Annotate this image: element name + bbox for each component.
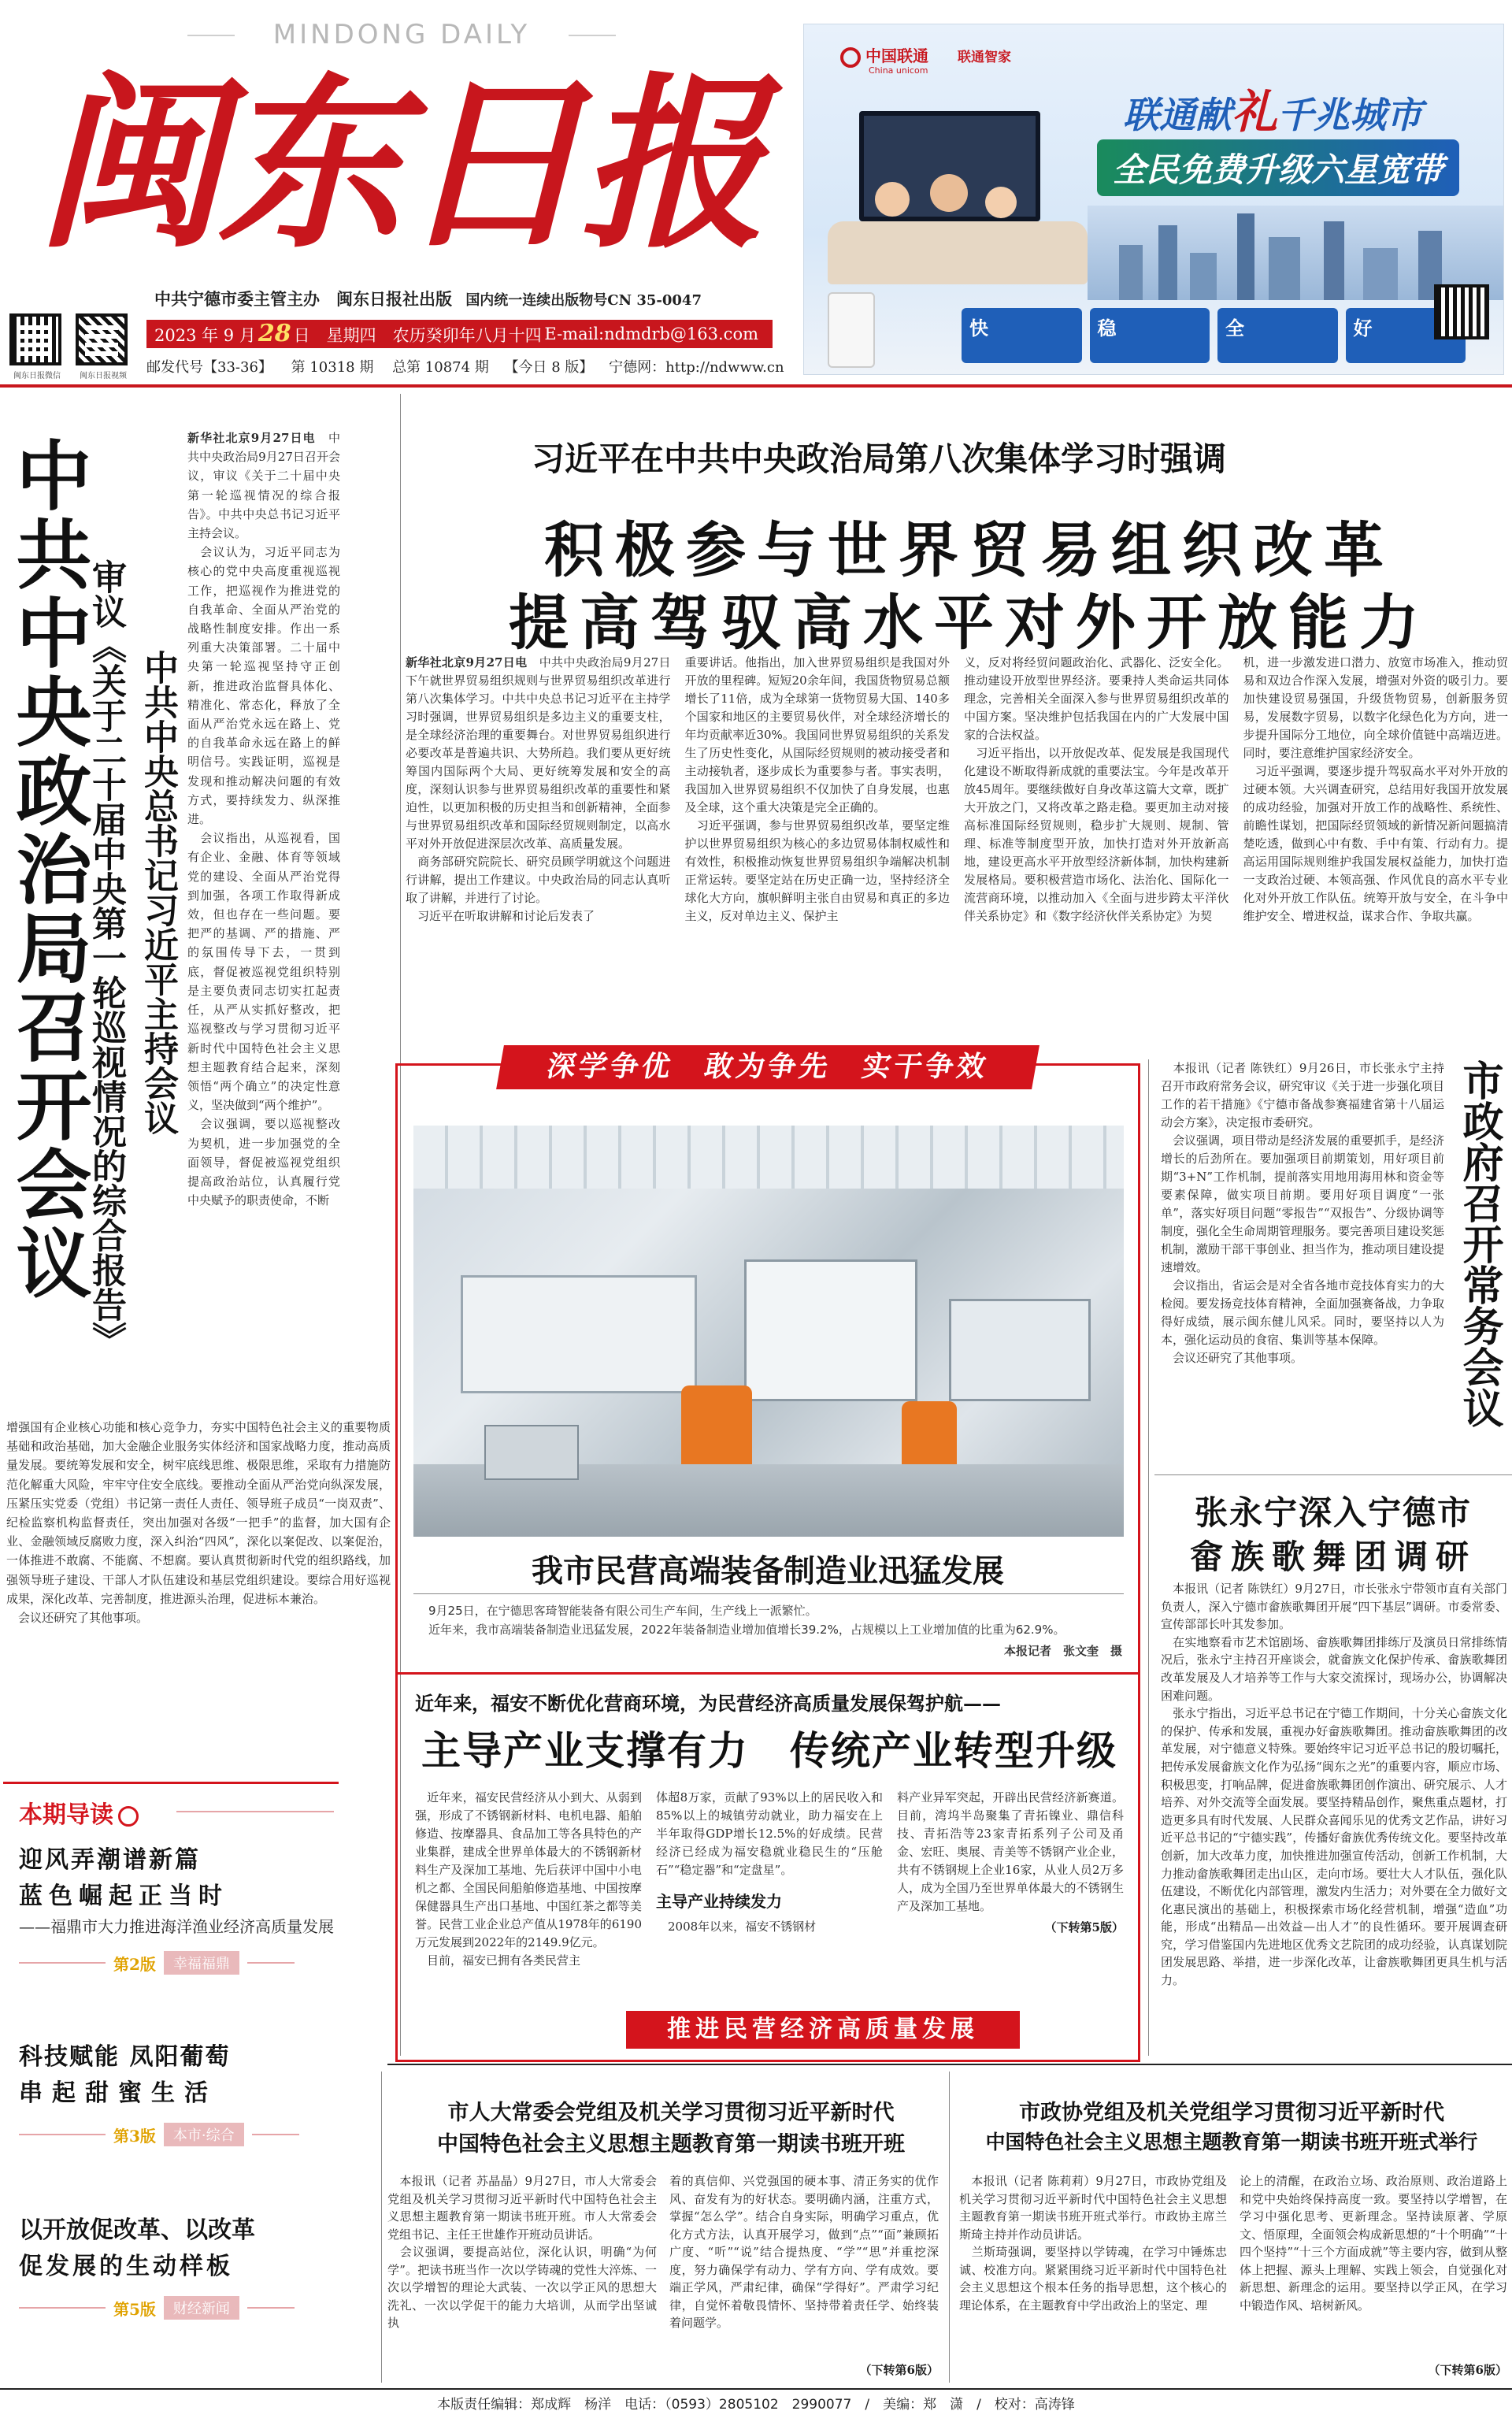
ad-brand-en: China unicom — [869, 65, 928, 76]
industry-kicker: 近年来，福安不断优化营商环境，为民营经济高质量发展保驾护航—— — [415, 1692, 1001, 1715]
masthead-english-rule-right — [569, 35, 616, 36]
guide-item-3[interactable] — [19, 2213, 334, 2354]
industry-divider — [398, 1672, 1138, 1675]
right-story-2-headline-2: 畲族歌舞团调研 — [1189, 1537, 1477, 1576]
left-story-subhead-2: 中共中央总书记习近平主持会议 — [138, 650, 178, 1135]
ad-offer-4: 好 — [1346, 308, 1466, 363]
guide-item-3-page: 第5版 — [113, 2299, 156, 2319]
masthead-date-rest: 日 星期四 农历癸卯年八月十四 — [293, 326, 542, 345]
guide-item-2-tag — [19, 2123, 334, 2146]
bottom-left-col-2-wrap — [669, 2172, 939, 2385]
page-count: 【今日 8 版】 — [504, 359, 594, 376]
ad-sub-brand: 联通智家 — [957, 50, 1011, 65]
photo-feature-box — [395, 1051, 1140, 2062]
main-story-dateline: 新华社北京9月27日电 — [406, 655, 528, 670]
bottom-right-headline-2: 中国特色社会主义思想主题教育第一期读书班开班式举行 — [985, 2131, 1478, 2153]
bottom-right-col-2: 论上的清醒，在政治立场、政治原则、政治道路上和党中央始终保持高度一致。要坚持以学增智，在学习中强化思考、更新理念。坚持读原著、学原文、悟原理，全面领会构成新思想的“十个明确”“十四个坚持”“十三个方面成就”等主要内容，做到从整体上把握、源头上理解、实践上领会，自觉强化对新思想、新理念的运用。要坚持以学正风，在学习中锻造作风、培树新风。 — [1240, 2174, 1507, 2313]
bottom-left-headline-1: 市人大常委会党组及机关学习贯彻习近平新时代 — [447, 2101, 895, 2125]
right-story-1-body: 本报讯（记者 陈铁红）9月26日，市长张永宁主持召开市政府常务会议，研究审议《关于进一步强化项目工作的若干措施》《宁德市备战参赛福建省第十八届运动会方案》，决定报市委研究。 会议强调，项目带动是经济发展的重要抓手，是经济增长的后劲所在。要加强项目前期策划，用好项目前期“3+N”工作机制，提前落实用地用海用林和资金等要素保障，做实项目前期。要用好项目调度“一张单”，落实好项目问题“零报告”“双报告”、分级协调等制度，强化全生命周期管理服务。要完善项目建设奖惩机制，激励干部干事创业、担当作为，推动项目建设提速增效。 会议指出，省运会是对全省各地市竞技体育实力的大检阅。要发扬竞技体育精神，全面加强赛备战，力争取得好成绩，展示闽东健儿风采。同时，要坚持以人为本，强化运动员的食宿、集训等基本保障。 会议还研究了其他事项。 — [1161, 1061, 1444, 1365]
main-story-col-4: 机，进一步激发进口潜力、放宽市场准入，推动贸易和双边合作深入发展，增强对外资的吸引力。要加快建设贸易强国，升级货物贸易，创新服务贸易，发展数字贸易，以数字化绿色化为方向，进一步提升国际分工地位，向全球价值链中高端迈进。同时，要注意维护国家经济安全。 习近平强调，要逐步提升驾驭高水平对外开放的过硬本领。大兴调查研究，总结用好我国开放发展的成功经验，加强对开放工作的战略性、系统性、前瞻性谋划，把国际经贸领域的新情况新问题搞清楚吃透，做到心中有数、手中有策、行动有力。提高运用国际规则维护我国发展权益能力，加快打造一支政治过硬、本领高强、作风优良的高水平专业化对外开放工作队伍。统筹开放与安全，在斗争中维护安全、增进权益，谋求合作、争取共赢。 — [1243, 655, 1508, 923]
guide-tag-rule-4 — [252, 2134, 299, 2135]
ad-headline-accent: 礼 — [1232, 85, 1278, 139]
ad-offer-1: 快 — [962, 308, 1082, 363]
masthead-cn-number: 国内统一连续出版物号CN 35-0047 — [465, 292, 702, 309]
qr-label-wechat: 闽东日报微信 — [13, 372, 61, 380]
guide-item-1-line-1: 迎风弄潮谱新篇 — [19, 1846, 201, 1874]
main-story-kicker: 习近平在中共中央政治局第八次集体学习时强调 — [532, 440, 1227, 478]
guide-tag-rule-2 — [247, 1962, 295, 1964]
left-story-body-1: 中共中央政治局9月27日召开会议，审议《关于二十届中央第一轮巡视情况的综合报告》。中共中央总书记习近平主持会议。 会议认为，习近平同志为核心的党中央高度重视巡视工作，把巡视作为推进党的自我革命、全面从严治党的战略性制度安排。作出一系列重大决策部署。二十届中央第一轮巡视坚持守正创新，推进政治监督具体化、精准化、常态化，释放了全面从严治党永远在路上、党的自我革命永远在路上的鲜明信号。实践证明，巡视是发现和推动解决问题的有效方式，要持续发力、纵深推进。 会议指出，从巡视看，国有企业、金融、体育等领域党的建设、全面从严治党得到加强，各项工作取得新成效，但也存在一些问题。要把严的基调、严的措施、严的氛围传导下去，一贯到底，督促被巡视党组织特别是主要负责同志切实扛起责任，从严从实抓好整改，把巡视整改与学习贯彻习近平新时代中国特色社会主义思想主题教育结合起来，深刻领悟“两个确立”的决定性意义，坚决做到“两个维护”。 会议强调，要以巡视整改为契机，进一步加强党的全面领导，督促被巡视党组织提高政治站位，认真履行党中央赋予的职责使命，不断 — [187, 431, 340, 1208]
ad-offer-3: 全 — [1217, 308, 1338, 363]
photo-feature-headline: 我市民营高端装备制造业迅猛发展 — [532, 1552, 1004, 1589]
masthead-english-rule-left — [187, 35, 235, 36]
guide-item-2-page: 第3版 — [113, 2126, 156, 2146]
ad-family-photo — [828, 87, 1088, 284]
bottom-right-columns — [959, 2172, 1507, 2385]
ad-brand — [840, 43, 1011, 68]
unicom-ad[interactable] — [803, 24, 1504, 375]
bottom-left-story — [387, 2064, 939, 2387]
qr-code-wechat[interactable] — [9, 313, 61, 365]
total-number: 总第 10874 期 — [392, 359, 489, 376]
bottom-left-headline-2: 中国特色社会主义思想主题教育第一期读书班开班 — [437, 2132, 905, 2157]
bottom-right-story — [956, 2064, 1512, 2387]
industry-col-3-text: 料产业异军突起，开辟出民营经济新赛道。目前，湾坞半岛聚集了青拓镍业、鼎信科技、青拓浩等23家青拓系列子公司及甬金、宏旺、奥展、青美等不锈钢产业企业，共有不锈钢规上企业16家，从业人员2万多人，成为全国乃至世界单体最大的不锈钢生产及深加工基地。 — [897, 1790, 1124, 1913]
main-story-col-2: 重要讲话。他指出，加入世界贸易组织是我国对外开放的里程碑。短短20余年间，我国货物贸易总额增长了11倍，成为全球第一货物贸易大国、140多个国家和地区的主要贸易伙伴，对全球经济增长的年均贡献率近30%。我国同世界贸易组织的关系发生了历史性变化，从国际经贸规则的被动接受者和主动接轨者，逐步成长为重要参与者。事实表明，我国加入世界贸易组织不仅加快了自身发展，也惠及全球，这个重大决策是完全正确的。 习近平强调，参与世界贸易组织改革，要坚定维护以世界贸易组织为核心的多边贸易体制权威性和有效性，积极推动恢复世界贸易组织争端解决机制正常运转。要坚定站在历史正确一边，坚持经济全球化大方向，旗帜鲜明主张自由贸易和真正的多边主义，反对单边主义、保护主 — [684, 655, 950, 923]
right-story-2-rule — [1154, 1474, 1512, 1475]
main-story-col-3: 义，反对将经贸问题政治化、武器化、泛安全化。推动建设开放型世界经济。要秉持人类命运共同体理念，完善相关全面深入参与世界贸易组织改革的中国方案。坚决维护包括我国在内的广大发展中国家的合法权益。 习近平指出，以开放促改革、促发展是我国现代化建设不断取得新成就的重要法宝。今年是改革开放45周年。要继续做好自身改革这篇大文章，既扩大开放之门，又将改革之路走稳。要更加主动对接高标准国际经贸规则，稳步扩大规则、规制、管理、标准等制度型开放，加快打造对外开放新高地，建设更高水平开放型经济新体制，加快构建新发展格局。要积极营造市场化、法治化、国际化一流营商环境，以推动加入《全面与进步跨太平洋伙伴关系协定》和《数字经济伙伴关系协定》为契 — [964, 655, 1229, 923]
ad-headline-2: 千兆城市 — [1277, 94, 1423, 136]
guide-item-3-section: 财经新闻 — [164, 2296, 239, 2320]
ad-headline-1: 联通献 — [1123, 94, 1232, 136]
guide-item-2-line-1: 科技赋能 凤阳葡萄 — [19, 2043, 231, 2071]
guide-item-1[interactable] — [19, 1842, 334, 2000]
main-story-col-1 — [406, 654, 671, 1048]
column-divider-bottom-mid — [949, 2072, 950, 2383]
masthead-rule — [0, 384, 1512, 388]
industry-col-2-b: 2008年以来，福安不锈钢材 — [656, 1920, 817, 1934]
postal-code: 邮发代号【33-36】 — [146, 359, 272, 376]
footer-editors: 本版责任编辑：郑成辉 杨洋 电话：（0593）2805102 2990077 / 美编：郑 潇 / 校对：高涛锋 — [437, 2397, 1075, 2411]
industry-col-3 — [897, 1789, 1124, 2005]
guide-item-1-sub: ——福鼎市大力推进海洋渔业经济高质量发展 — [19, 1917, 334, 1936]
ad-offer-row — [962, 308, 1466, 363]
left-story — [0, 394, 394, 1753]
main-story-col-1-text: 中共中央政治局9月27日下午就世界贸易组织规则与世界贸易组织改革进行第八次集体学习。中共中央总书记习近平在主持学习时强调，世界贸易组织是多边主义的重要支柱，是全球经济治理的重要舞台。对世界贸易组织进行必要改革是普遍共识、大势所趋。我们要从更好统筹国内国际两个大局、更好统筹发展和安全的高度，深刻认识参与世界贸易组织改革的重要性和紧迫性，以更加积极的历史担当和创新精神，全面参与世界贸易组织改革和国际经贸规则制定，以高水平对外开放促进深层次改革、高质量发展。 商务部研究院院长、研究员顾学明就这个问题进行讲解，提出工作建议。中央政治局的同志认真听取了讲解，并进行了讨论。 习近平在听取讲解和讨论后发表了 — [406, 655, 671, 923]
left-story-headline: 中共中央政治局召开会议 — [4, 436, 92, 1303]
guide-tag-rule — [19, 1962, 106, 1964]
industry-columns — [415, 1789, 1124, 2005]
masthead-date: 2023 年 9 月 — [154, 326, 256, 345]
ad-offer-2: 稳 — [1090, 308, 1210, 363]
masthead-date-day: 28 — [258, 320, 291, 347]
industry-col-2 — [656, 1789, 883, 2005]
guide-tag-rule-3 — [19, 2134, 106, 2135]
ad-subhead: 全民免费升级六星宽带 — [1097, 139, 1459, 196]
left-story-body-wide: 增强国有企业核心功能和核心竞争力，夯实中国特色社会主义的重要物质基础和政治基础，加大金融企业服务实体经济和国家战略力度，推动高质量发展。要统筹发展和安全，树牢底线思维、极限思维，采取有力措施防范化解重大风险，牢牢守住安全底线。要推动全面从严治党向纵深发展，压紧压实党委（党组）书记第一责任人责任、领导班子成员“一岗双责”、纪检监察机构监督责任，突出加强对各级“一把手”的监督，加大国有企业、金融领域反腐败力度，深入纠治“四风”，深化以案促改、以案促治，一体推进不敢腐、不能腐、不想腐。要认真贯彻新时代党的组织路线，加强领导班子建设、干部人才队伍建设和基层党组织建设。要综合用好巡视成果，深化改革、完善制度，推进源头治理，促进标本兼治。 会议还研究了其他事项。 — [6, 1420, 391, 1626]
industry-col-1: 近年来，福安民营经济从小到大、从弱到强，形成了不锈钢新材料、电机电器、船舶修造、按摩器具、食品加工等各具特色的产业集群，建成全世界单体最大的不锈钢新材料生产及深加工基地、先后获评中国中小电机之都、全国民间船舶修造基地、中国按摩保健器具生产出口基地、中国红茶之都等美誉。民营工业企业总产值从1978年的6190万元发展到2022年的2149.9亿元。 目前，福安已拥有各类民营主 — [415, 1790, 642, 1968]
guide-item-1-page: 第2版 — [113, 1954, 156, 1974]
ad-qr-code[interactable] — [1434, 284, 1489, 339]
main-story-headline-1: 积极参与世界贸易组织改革 — [544, 515, 1395, 585]
guide-title-text: 本期导读 — [19, 1801, 113, 1829]
factory-photo — [413, 1126, 1124, 1537]
right-story-1 — [1154, 1059, 1512, 1473]
industry-col-2-text: 体超8万家，贡献了93%以上的居民收入和85%以上的城镇劳动就业，助力福安在上半年取得GDP增长12.5%的好成绩。民营经济已经成为福安稳就业稳民生的“压舱石”“稳定器”和“定盘星”。 — [656, 1790, 883, 1877]
masthead-date-bar — [146, 320, 773, 348]
guide-tag-rule-6 — [247, 2307, 295, 2309]
main-story-columns — [406, 654, 1508, 1048]
guide-item-3-line-1: 以开放促改革、以改革 — [19, 2216, 255, 2244]
photo-feature-credit: 本报记者 张文奎 摄 — [1003, 1644, 1122, 1658]
bottom-left-columns — [387, 2172, 939, 2385]
right-story-2-body: 本报讯（记者 陈铁红）9月27日，市长张永宁带领市直有关部门负责人，深入宁德市畲族歌舞团开展“四下基层”调研。市委常委、宣传部部长叶其发参加。 在实地察看市艺术馆剧场、畲族歌舞团排练厅及演员日常排练情况后，张永宁主持召开座谈会，就畲族文化保护传承、畲族歌舞团改革发展及人才培养等工作与大家交流探讨，现场办公，协调解决困难问题。 张永宁指出，习近平总书记在宁德工作期间，十分关心畲族文化的保护、传承和发展，重视办好畲族歌舞团。推动畲族歌舞团的改革发展，对宁德意义特殊。要始终牢记习近平总书记的殷切嘱托，把传承发展畲族文化作为弘扬“闽东之光”的重要内容，顺应市场、积极思变，打响品牌，促进畲族歌舞团创作演出、研究展示、人才培养、对外交流等全面发展。要坚持精品创作，聚焦重点题材，打造更多具有时代发展、人民群众喜闻乐见的优秀文艺作品，讲好习近平总书记的“宁德实践”，传播好畲族优秀传统文化。要坚持改革创新，加大改革力度，加快推进加强宣传活动，创新工作机制，大力推动畲族歌舞团走出山区，走向市场。要壮大人才队伍，强化队伍建设，不断优化内部管理，激发内生活力；对外要在全力做好文化惠民演出的基础上，积极探索市场化经营机制，增强“造血”功能，形成“出精品—出效益—出人才”的良性循环。要开展调查研究，学习借鉴国内先进地区优秀文艺院团的成功经验，认真谋划院团发展思路、举措，进一步深化改革，让畲族歌舞团更具生机与活力。 — [1161, 1582, 1507, 1988]
left-story-body-column — [187, 428, 340, 1409]
guide-box — [3, 1782, 339, 2388]
qr-label-video: 闽东日报视频 — [80, 372, 127, 380]
bottom-right-headline-1: 市政协党组及机关党组学习贯彻习近平新时代 — [1019, 2101, 1444, 2125]
industry-continued: （下转第5版） — [1044, 1920, 1124, 1934]
bottom-right-continued: （下转第6版） — [1428, 2363, 1507, 2377]
photo-caption-rule — [413, 1593, 1124, 1594]
bottom-right-col-2-wrap — [1240, 2172, 1507, 2385]
ad-router-image — [828, 292, 875, 368]
masthead — [0, 0, 791, 383]
issue-number: 第 10318 期 — [291, 359, 374, 376]
guide-title-rule — [176, 1811, 334, 1812]
photo-feature-banner: 深学争优 敢为争先 实干争效 — [496, 1045, 1040, 1089]
guide-item-2[interactable] — [19, 2039, 334, 2173]
right-story-2 — [1154, 1474, 1512, 2057]
guide-compass-icon — [118, 1806, 139, 1827]
guide-item-3-tag — [19, 2296, 334, 2320]
left-story-dateline: 新华社北京9月27日电 — [187, 431, 316, 445]
guide-item-3-line-2: 促发展的生动样板 — [19, 2253, 233, 2280]
guide-item-1-tag — [19, 1951, 334, 1975]
industry-headline: 主导产业支撑有力 传统产业转型升级 — [421, 1727, 1117, 1774]
masthead-english-name: MINDONG DAILY — [272, 19, 531, 50]
masthead-sponsor: 中共宁德市委主管主办 闽东日报社出版 — [154, 289, 452, 309]
guide-item-1-section: 幸福福鼎 — [164, 1951, 239, 1975]
left-story-subhead-1: 审议《关于二十届中央第一轮巡视情况的综合报告》 — [86, 559, 126, 1356]
masthead-sponsor-line — [154, 287, 702, 310]
bottom-left-col-2: 着的真信仰、兴党强国的硬本事、清正务实的优作风、奋发有为的好状态。要明确内涵，注重方式，掌握“怎么学”。结合自身实际，明确学习重点，优化方式方法，认真开展学习，做到“点”“面”兼顾拓广度、“听”“说”结合提热度、“学”“思”并重挖深度，努力确保学有动力、学有方向、学有成效。要端正学风，严肃纪律，确保“学得好”。严肃学习纪律，自觉怀着敬畏情怀、坚持带着责任学、始终装着问题学。 — [669, 2174, 939, 2330]
photo-feature-caption: 9月25日，在宁德思客琦智能装备有限公司生产车间，生产线上一派繁忙。 近年来，我市高端装备制造业迅猛发展，2022年装备制造业增加值增长39.2%，占规模以上工业增加值的比重为62.9%。 — [428, 1604, 1065, 1637]
column-divider-right — [1148, 1059, 1149, 2056]
ad-brand-icon — [840, 47, 861, 68]
main-story — [406, 394, 1512, 1059]
guide-item-1-line-2: 蓝色崛起正当时 — [19, 1882, 228, 1910]
bottom-right-col-1: 本报讯（记者 陈莉莉）9月27日，市政协党组及机关学习贯彻习近平新时代中国特色社会主义思想主题教育第一期读书班开班式举行。市政协主席兰斯琦主持并作动员讲话。 兰斯琦强调，要坚持以学铸魂，在学习中锤炼忠诚、校准方向。紧紧围绕习近平新时代中国特色社会主义思想这个根本任务的指导思想，这个核心的理论体系，在主题教育中学出政治上的坚定、理 — [959, 2174, 1227, 2313]
right-story-2-headline-1: 张永宁深入宁德市 — [1194, 1493, 1472, 1532]
guide-tag-rule-5 — [19, 2307, 106, 2309]
bottom-left-continued: （下转第6版） — [859, 2363, 939, 2377]
guide-item-2-line-2: 串起甜蜜生活 — [19, 2079, 217, 2107]
masthead-info-line — [146, 356, 784, 376]
bottom-left-col-1: 本报讯（记者 苏晶晶）9月27日，市人大常委会党组及机关学习贯彻习近平新时代中国特色社会主义思想主题教育第一期读书班开班。市人大常委会党组书记、主任王世雄作开班动员讲话。 会议强调，要提高站位，深化认识，明确“为何学”。把读书班当作一次以学铸魂的党性大淬炼、一次以学增智的理论大武装、一次以学正风的思想大洗礼、一次以学促干的能力大培训，从而学出坚诚执 — [387, 2174, 657, 2330]
guide-item-2-section: 本市·综合 — [164, 2123, 244, 2146]
main-story-headline-2: 提高驾驭高水平对外开放能力 — [509, 588, 1430, 658]
masthead-email: E-mail:ndmdrb@163.com — [544, 325, 758, 343]
column-divider-bottom — [381, 2072, 382, 2383]
industry-col-2-subhead: 主导产业持续发力 — [656, 1892, 782, 1911]
qr-code-video[interactable] — [76, 313, 128, 365]
ad-headline — [1123, 75, 1422, 141]
right-story-1-headline: 市政府召开常务会议 — [1455, 1059, 1503, 1428]
industry-banner: 推进民营经济高质量发展 — [626, 2011, 1020, 2049]
masthead-title: 闽东日报 — [36, 54, 762, 273]
guide-title — [19, 1795, 139, 1830]
ad-brand-name: 中国联通 — [865, 46, 928, 65]
website: 宁德网：http://ndwww.cn — [609, 359, 784, 376]
footer-rule — [0, 2388, 1512, 2390]
